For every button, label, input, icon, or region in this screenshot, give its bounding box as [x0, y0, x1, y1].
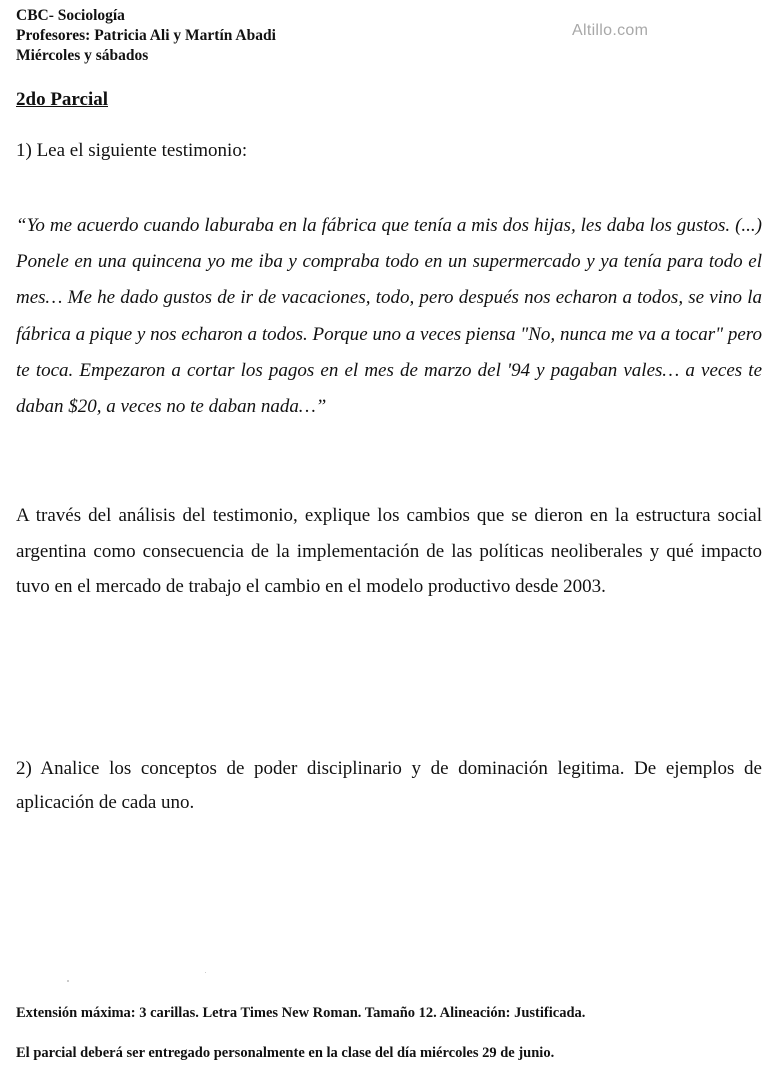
question-1-prompt: 1) Lea el siguiente testimonio: [16, 140, 248, 161]
schedule-line: Miércoles y sábados [16, 47, 149, 64]
professors-line: Profesores: Patricia Ali y Martín Abadi [16, 27, 276, 44]
testimony-quote: “Yo me acuerdo cuando laburaba en la fábrica que tenía a mis dos hijas, les daba los gustos. (...) Ponele en una quincena yo me iba y compraba todo en un supermercado y ya tenía para todo el mes… Me he dado gustos de ir de vacaciones, todo, pero después nos echaron a todos, se vino la fábrica a pique y nos echaron a todos. Porque uno a veces piensa "No, nunca me va a tocar" pero te toca. Empezaron a cortar los pagos en el mes de marzo del '94 y pagaban vales… a veces te daban $20, a veces no te daban nada…” [16, 215, 762, 418]
document-header [16, 6, 276, 66]
question-2: 2) Analice los conceptos de poder disciplinario y de dominación legitima. De ejemplos de aplicación de cada uno. [16, 758, 762, 813]
footer-requirements: Extensión máxima: 3 carillas. Letra Times New Roman. Tamaño 12. Alineación: Justificada. [16, 1005, 586, 1021]
course-name: CBC- Sociología [16, 7, 125, 24]
exam-title: 2do Parcial [16, 89, 109, 110]
watermark: Altillo.com [572, 22, 649, 39]
footer-deadline: El parcial deberá ser entregado personalmente en la clase del día miércoles 29 de junio. [16, 1045, 555, 1061]
scan-speck [205, 972, 206, 973]
question-1-instruction: A través del análisis del testimonio, explique los cambios que se dieron en la estructura social argentina como consecuencia de la implementación de las políticas neoliberales y qué impacto tuvo en el mercado de trabajo el cambio en el modelo productivo desde 2003. [16, 505, 762, 597]
scan-speck [67, 980, 69, 982]
